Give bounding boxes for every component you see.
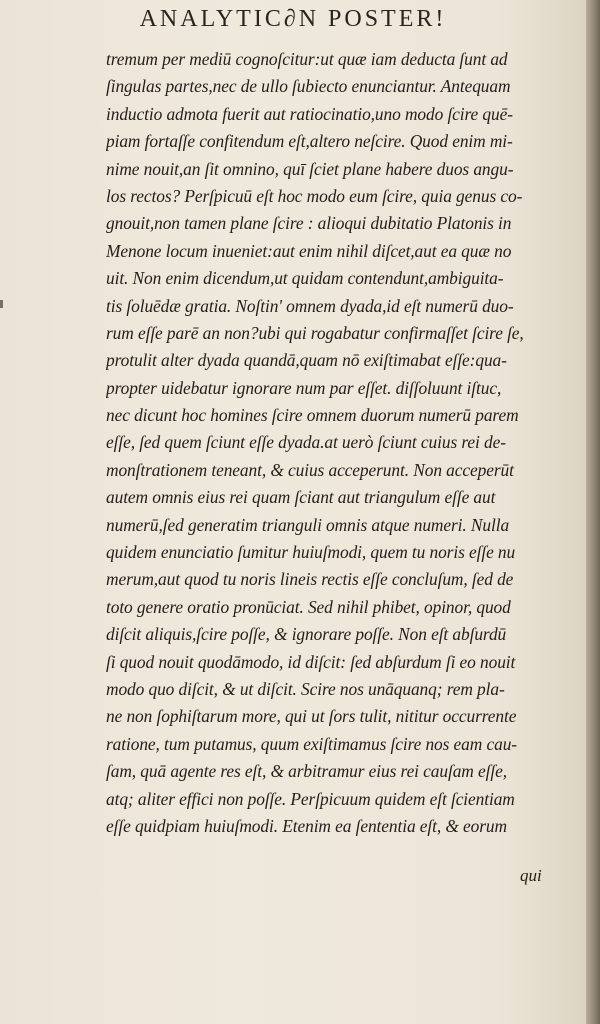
- text-line: quidem enunciatio ſumitur huiuſmodi, quem tu noris eſſe nu: [106, 542, 516, 563]
- text-line: ſingulas partes,nec de ullo ſubiecto enunciantur. Antequam: [106, 76, 511, 97]
- text-block: [106, 46, 582, 840]
- text-line: toto genere oratio pronūciat. Sed nihil phibet, opinor, quod: [106, 596, 511, 617]
- text-line: ſi quod nouit quodāmodo, id diſcit: ſed abſurdum ſi eo nouit: [106, 651, 516, 672]
- page-edge: [586, 0, 600, 1024]
- text-line: rum eſſe parē an non?ubi qui rogabatur confirmaſſet ſcire ſe,: [106, 322, 524, 343]
- text-line: tremum per mediū cognoſcitur:ut quæ iam deducta ſunt ad: [106, 49, 508, 69]
- text-line: ſam, quā agente res eſt, & arbitramur eius rei cauſam eſſe,: [106, 761, 507, 782]
- text-line: numerū,ſed generatim trianguli omnis atque numeri. Nulla: [106, 514, 510, 535]
- catchword: qui: [520, 866, 542, 885]
- text-line: autem omnis eius rei quam ſciant aut triangulum eſſe aut: [106, 487, 496, 508]
- text-line: tis ſoluēdæ gratia. Noſtin' omnem dyada,id eſt numerū duo-: [106, 295, 514, 316]
- text-line: modo quo diſcit, & ut diſcit. Scire nos unāquanq; rem pla-: [106, 678, 505, 699]
- text-line: propter uidebatur ignorare num par eſſet. diſſoluunt iſtuc,: [106, 377, 502, 398]
- text-line: uit. Non enim dicendum,ut quidam contendunt,ambiguita-: [106, 268, 504, 289]
- margin-mark: [0, 300, 3, 308]
- text-line: nime nouit,an ſit omnino, quī ſciet plane habere duos angu-: [106, 158, 514, 179]
- text-line: eſſe, ſed quem ſciunt eſſe dyada.at uerò ſciunt cuius rei de-: [106, 432, 506, 453]
- text-line: nec dicunt hoc homines ſcire omnem duorum numerū parem: [106, 405, 519, 426]
- text-line: ratione, tum putamus, quum exiſtimamus ſcire nos eam cau-: [106, 733, 517, 754]
- text-line: los rectos? Perſpicuū eſt hoc modo eum ſcire, quia genus co-: [106, 185, 523, 206]
- text-line: eſſe quidpiam huiuſmodi. Etenim ea ſententia eſt, & eorum: [106, 815, 507, 836]
- running-head: ANALYTIC∂N POSTER!: [139, 6, 447, 32]
- text-line: ne non ſophiſtarum more, qui ut ſors tulit, nititur occurrente: [106, 706, 517, 727]
- text-line: merum,aut quod tu noris lineis rectis eſſe concluſum, ſed de: [106, 569, 514, 590]
- text-line: atq; aliter effici non poſſe. Perſpicuum quidem eſt ſcientiam: [106, 788, 515, 809]
- text-line: inductio admota fuerit aut ratiocinatio,uno modo ſcire quē-: [106, 103, 513, 124]
- text-line: piam fortaſſe confitendum eſt,altero neſcire. Quod enim mi-: [106, 131, 513, 152]
- text-line: diſcit aliquis,ſcire poſſe, & ignorare poſſe. Non eſt abſurdū: [106, 624, 507, 645]
- text-line: Menone locum inueniet:aut enim nihil diſcet,aut ea quæ no: [106, 240, 512, 261]
- text-line: protulit alter dyada quandā,quam nō exiſtimabat eſſe:qua-: [106, 350, 507, 371]
- text-line: monſtrationem teneant, & cuius acceperunt. Non acceperūt: [106, 459, 514, 480]
- text-line: gnouit,non tamen plane ſcire : alioqui dubitatio Platonis in: [106, 213, 512, 234]
